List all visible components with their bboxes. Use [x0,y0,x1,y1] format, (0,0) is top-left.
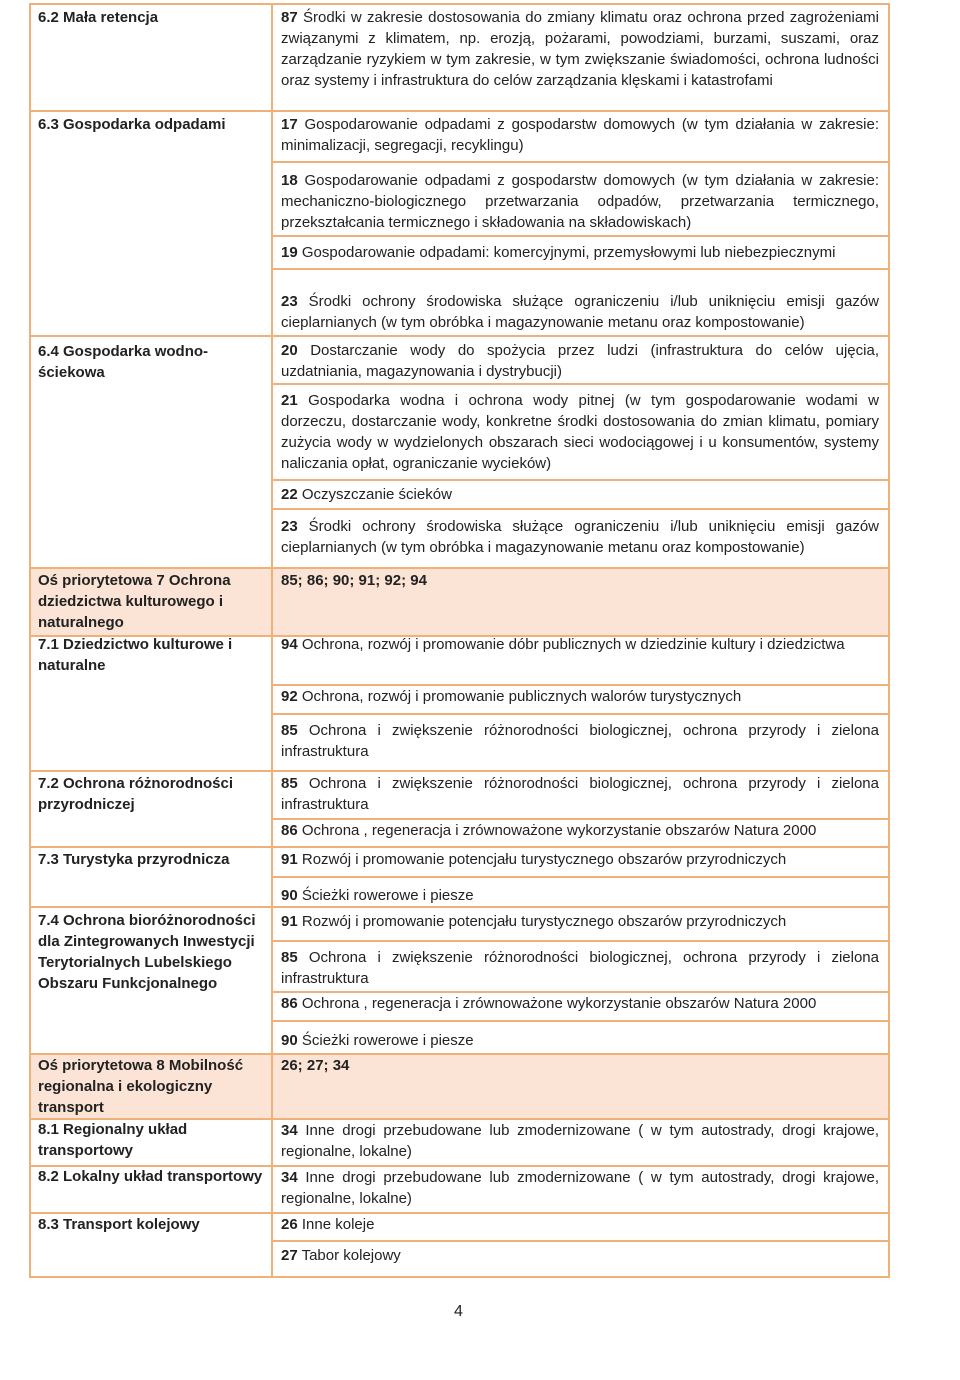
intervention-code: 17 [281,116,298,133]
intervention-code-cell [281,820,879,841]
intervention-code: 86 [281,822,298,839]
intervention-code: 19 [281,244,298,261]
intervention-code-cell [281,114,879,156]
intervention-code-cell [281,242,879,263]
measure-label: 8.1 Regionalny układ transportowy [38,1121,188,1159]
table-border-right [888,3,890,1278]
intervention-code-cell [281,634,879,655]
intervention-description: Ścieżki rowerowe i piesze [301,1032,474,1049]
intervention-code-cell [281,947,879,989]
intervention-code: 85 [281,949,298,966]
intervention-code: 90 [281,887,298,904]
intervention-code-cell [281,1167,879,1209]
intervention-code: 87 [281,9,298,26]
table-border-bottom [29,1276,890,1278]
intervention-code-cell [281,993,879,1014]
intervention-code-cell [281,170,879,233]
intervention-code: 86 [281,995,298,1012]
intervention-code-cell [281,570,879,591]
measure-label: 6.4 Gospodarka wodno-ściekowa [38,343,209,381]
cell-separator [271,1240,890,1242]
measure-label: 8.3 Transport kolejowy [38,1216,200,1233]
intervention-description: Inne drogi przebudowane lub zmodernizowane ( w tym autostrady, drogi krajowe, regionalne, lokalne) [281,1169,879,1207]
table-border-left [29,3,31,1278]
intervention-description: Ochrona , regeneracja i zrównoważone wykorzystanie obszarów Natura 2000 [301,995,817,1012]
cell-separator [271,383,890,385]
intervention-description: Ochrona i zwiększenie różnorodności biologicznej, ochrona przyrody i zielona infrastruktura [281,775,879,813]
intervention-code: 90 [281,1032,298,1049]
row-separator [29,110,890,112]
intervention-code-cell [281,720,879,762]
cell-separator [271,268,890,270]
intervention-description: Dostarczanie wody do spożycia przez ludzi (infrastruktura do celów ujęcia, uzdatniania, magazynowania i dystrybucji) [281,342,879,380]
intervention-code: 21 [281,392,298,409]
intervention-description: Gospodarowanie odpadami: komercyjnymi, przemysłowymi lub niebezpiecznymi [301,244,836,261]
intervention-code-cell [281,773,879,815]
intervention-code-cell [281,484,879,505]
intervention-description: Gospodarka wodna i ochrona wody pitnej (w tym gospodarowanie wodami w dorzeczu, dostarczanie wody, konkretne środki dostosowania do zmian klimatu, pomiary zużycia wody w wydzielonych obszarach sieci wodociągowej i u konsumentów, systemy naliczania opłat, ograniczanie wycieków) [281,392,879,472]
intervention-code-cell [281,911,879,932]
intervention-description: Ochrona i zwiększenie różnorodności biologicznej, ochrona przyrody i zielona infrastruktura [281,722,879,760]
intervention-description: Rozwój i promowanie potencjału turystycznego obszarów przyrodniczych [301,851,787,868]
intervention-code-cell [281,1214,879,1235]
measure-label: 7.4 Ochrona bioróżnorodności dla Zintegrowanych Inwestycji Terytorialnych Lubelskiego Obszaru Funkcjonalnego [38,912,256,992]
intervention-description: Oczyszczanie ścieków [301,486,452,503]
intervention-code-cell [281,516,879,558]
cell-separator [271,876,890,878]
intervention-code-cell [281,1120,879,1162]
intervention-code-cell [281,1030,879,1051]
cell-separator [271,940,890,942]
intervention-description: Inne koleje [301,1216,375,1233]
intervention-code-cell [281,686,879,707]
intervention-code: 26 [281,1216,298,1233]
intervention-code: 23 [281,293,298,310]
intervention-description: Ochrona i zwiększenie różnorodności biologicznej, ochrona przyrody i zielona infrastruktura [281,949,879,987]
measure-label: 6.2 Mała retencja [38,9,159,26]
intervention-description: Środki ochrony środowiska służące ograniczeniu i/lub uniknięciu emisji gazów cieplarnianych (w tym obróbka i magazynowanie metanu oraz kompostowanie) [281,518,879,556]
measure-label: 7.3 Turystyka przyrodnicza [38,851,230,868]
intervention-code: 20 [281,342,298,359]
intervention-description: Środki w zakresie dostosowania do zmiany klimatu oraz ochrona przed zagrożeniami związanymi z klimatem, np. erozją, pożarami, powodziami, burzami, suszami, oraz zarządzanie ryzykiem w tym zakresie, w tym zwiększanie świadomości, ochrona ludności oraz systemy i infrastruktura do celów zarządzania klęskami i katastrofami [281,9,879,89]
intervention-code: 27 [281,1247,298,1264]
intervention-description: Rozwój i promowanie potencjału turystycznego obszarów przyrodniczych [301,913,787,930]
intervention-description: Ochrona, rozwój i promowanie dóbr publicznych w dziedzinie kultury i dziedzictwa [301,636,845,653]
intervention-code: 18 [281,172,298,189]
priority-axis-label: Oś priorytetowa 8 Mobilność regionalna i ekologiczny transport [38,1057,244,1116]
intervention-description: Gospodarowanie odpadami z gospodarstw domowych (w tym działania w zakresie: mechaniczno-biologicznego przetwarzania odpadów, przetwarzania termicznego, przekształcania termicznego i składowania na składowiskach) [281,172,879,231]
intervention-description: Inne drogi przebudowane lub zmodernizowane ( w tym autostrady, drogi krajowe, regionalne, lokalne) [281,1122,879,1160]
intervention-code: 85 [281,722,298,739]
intervention-description: Ochrona , regeneracja i zrównoważone wykorzystanie obszarów Natura 2000 [301,822,817,839]
intervention-code-cell [281,1245,879,1266]
cell-separator [271,235,890,237]
intervention-code: 85 [281,775,298,792]
table-border-top [29,3,890,5]
intervention-code-cell [281,291,879,333]
measure-label: 8.2 Lokalny układ transportowy [38,1168,263,1185]
intervention-description: Środki ochrony środowiska służące ograniczeniu i/lub uniknięciu emisji gazów cieplarnianych (w tym obróbka i magazynowanie metanu oraz kompostowanie) [281,293,879,331]
row-separator [29,567,890,569]
intervention-code-cell [281,340,879,382]
intervention-code: 91 [281,851,298,868]
intervention-description: Tabor kolejowy [301,1247,401,1264]
intervention-description: Ochrona, rozwój i promowanie publicznych walorów turystycznych [301,688,742,705]
table-border-middle [271,3,273,1278]
intervention-code: 34 [281,1122,298,1139]
intervention-code: 23 [281,518,298,535]
cell-separator [271,713,890,715]
intervention-code: 92 [281,688,298,705]
row-separator [29,770,890,772]
intervention-description: Ścieżki rowerowe i piesze [301,887,474,904]
intervention-code-cell [281,7,879,91]
intervention-code: 34 [281,1169,298,1186]
row-separator [29,906,890,908]
measure-label: 6.3 Gospodarka odpadami [38,116,226,133]
row-separator [29,335,890,337]
cell-separator [271,479,890,481]
measure-label: 7.2 Ochrona różnorodności przyrodniczej [38,775,234,813]
intervention-code: 22 [281,486,298,503]
intervention-code-cell [281,1055,879,1076]
intervention-code: 94 [281,636,298,653]
intervention-code: 85; 86; 90; 91; 92; 94 [281,572,427,589]
intervention-code-cell [281,390,879,474]
intervention-code-cell [281,885,879,906]
page-number: 4 [454,1303,463,1320]
intervention-description: Gospodarowanie odpadami z gospodarstw domowych (w tym działania w zakresie: minimalizacji, segregacji, recyklingu) [281,116,879,154]
measure-label: 7.1 Dziedzictwo kulturowe i naturalne [38,636,233,674]
cell-separator [271,161,890,163]
intervention-code: 26; 27; 34 [281,1057,350,1074]
cell-separator [271,508,890,510]
cell-separator [271,1020,890,1022]
row-separator [29,846,890,848]
intervention-code-cell [281,849,879,870]
priority-axis-label: Oś priorytetowa 7 Ochrona dziedzictwa kulturowego i naturalnego [38,572,231,631]
intervention-code: 91 [281,913,298,930]
